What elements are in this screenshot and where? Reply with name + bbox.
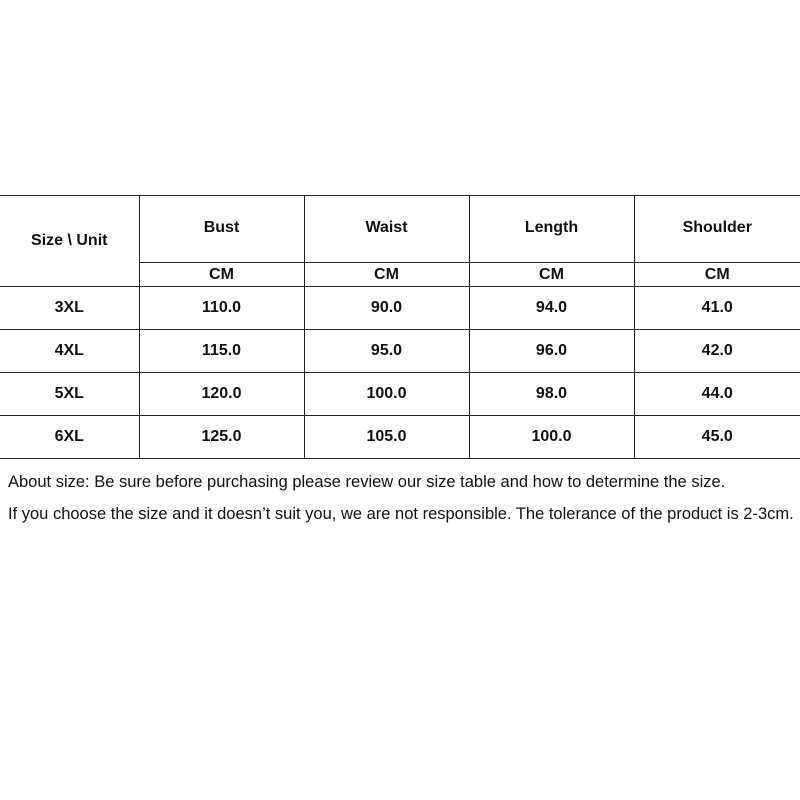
bust-value: 125.0	[139, 416, 304, 459]
waist-value: 100.0	[304, 373, 469, 416]
length-value: 100.0	[469, 416, 634, 459]
bust-header: Bust	[139, 196, 304, 263]
waist-unit: CM	[304, 263, 469, 287]
length-unit: CM	[469, 263, 634, 287]
table-row	[0, 287, 800, 330]
waist-header: Waist	[304, 196, 469, 263]
bust-value: 110.0	[139, 287, 304, 330]
length-value: 96.0	[469, 330, 634, 373]
table-row	[0, 330, 800, 373]
size-label: 5XL	[0, 373, 139, 416]
size-label: 3XL	[0, 287, 139, 330]
size-notes	[8, 466, 794, 530]
shoulder-unit: CM	[634, 263, 800, 287]
shoulder-value: 44.0	[634, 373, 800, 416]
shoulder-value: 42.0	[634, 330, 800, 373]
bust-value: 115.0	[139, 330, 304, 373]
shoulder-value: 41.0	[634, 287, 800, 330]
length-value: 98.0	[469, 373, 634, 416]
bust-unit: CM	[139, 263, 304, 287]
waist-value: 90.0	[304, 287, 469, 330]
length-value: 94.0	[469, 287, 634, 330]
table-row	[0, 373, 800, 416]
shoulder-value: 45.0	[634, 416, 800, 459]
size-label: 6XL	[0, 416, 139, 459]
size-chart-table	[0, 195, 800, 459]
size-note-line: If you choose the size and it doesn’t suit you, we are not responsible. The tolerance of the product is 2-3cm.	[8, 505, 794, 523]
bust-value: 120.0	[139, 373, 304, 416]
waist-value: 105.0	[304, 416, 469, 459]
size-note-line: About size: Be sure before purchasing please review our size table and how to determine the size.	[8, 473, 726, 491]
size-unit-header: Size \ Unit	[0, 196, 139, 287]
length-header: Length	[469, 196, 634, 263]
table-row	[0, 416, 800, 459]
header-row	[0, 196, 800, 263]
shoulder-header: Shoulder	[634, 196, 800, 263]
waist-value: 95.0	[304, 330, 469, 373]
size-label: 4XL	[0, 330, 139, 373]
